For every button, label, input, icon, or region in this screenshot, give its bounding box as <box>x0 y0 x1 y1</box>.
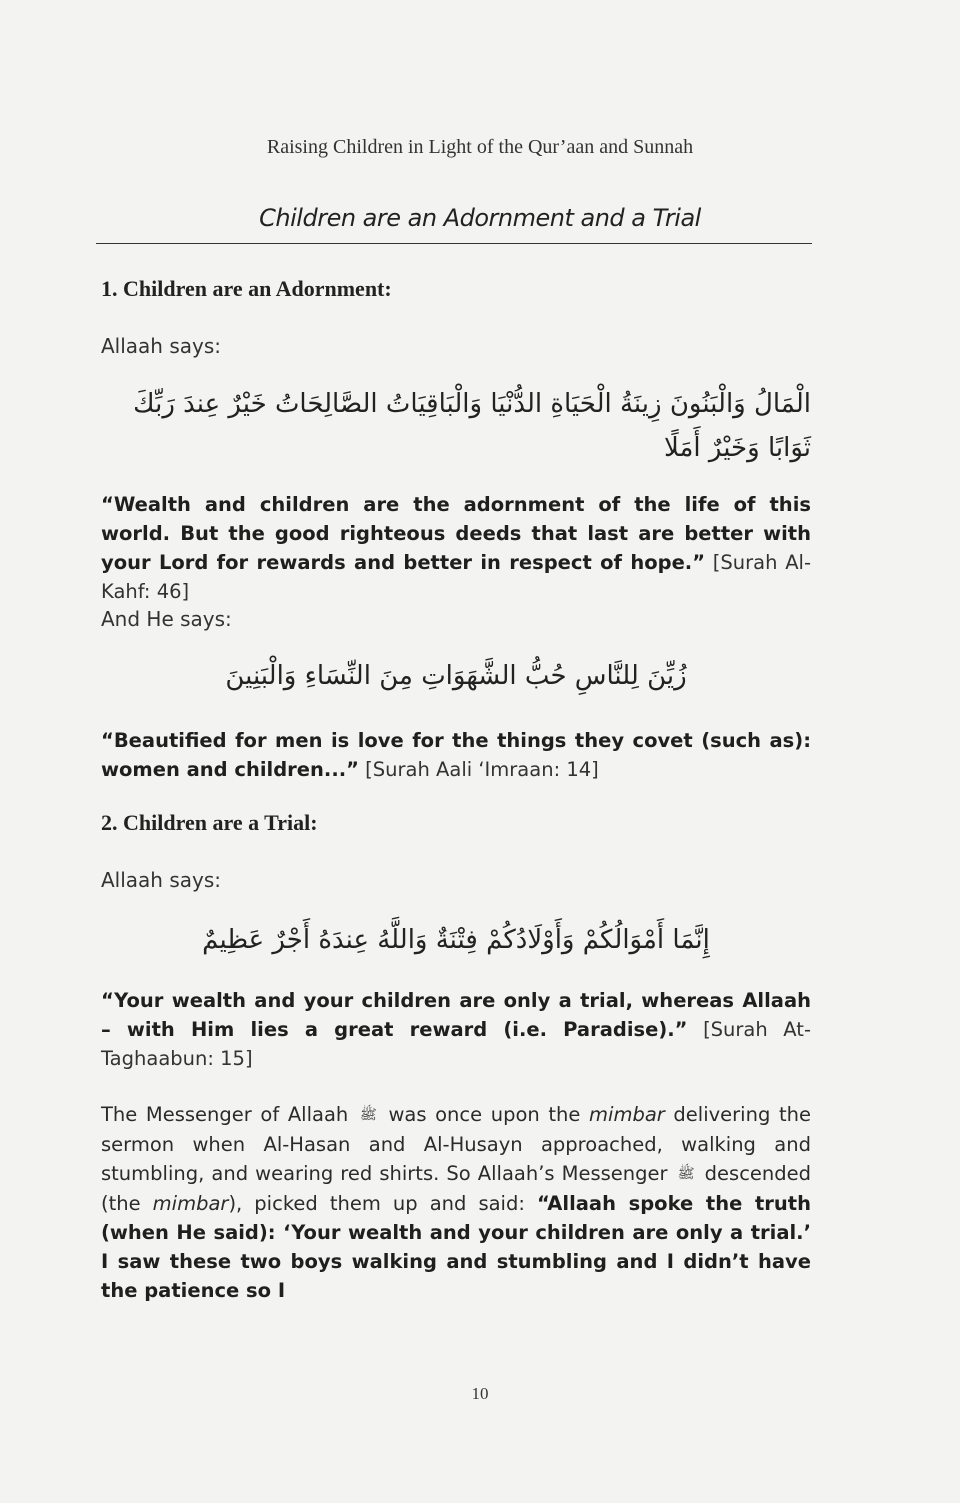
arabic-verse-imraan: زُيِّنَ لِلنَّاسِ حُبُّ الشَّهَوَاتِ مِنَ النِّسَاءِ وَالْبَنِينَ <box>225 661 687 691</box>
hadith-text-4: descended (the <box>101 1162 812 1215</box>
mimbar-term: mimbar <box>589 1103 665 1126</box>
salutation-symbol-2: ﷺ <box>677 1166 695 1182</box>
translation-taghaabun-quote: “Your wealth and your children are only a trial, whereas Allaah – with Him lies a great reward (i.e. Paradise).” <box>101 989 811 1041</box>
hadith-text-5: ), picked them up and said: <box>228 1192 525 1215</box>
running-header: Raising Children in Light of the Qur’aan and Sunnah <box>266 136 694 158</box>
reference-imraan: [Surah Aali ‘Imraan: 14] <box>365 758 599 781</box>
chapter-title: Children are an Adornment and a Trial <box>259 204 701 232</box>
hadith-quote: “Allaah spoke the truth (when He said): ‘Your wealth and your children are only a trial.’ I saw these two boys walking and stumbling and I didn’t have the patience so I <box>101 1192 811 1302</box>
title-underline <box>96 243 812 244</box>
arabic-verse-kahf-line2: ثَوَابًا وَخَيْرٌ أَمَلًا <box>663 433 811 463</box>
reference-taghaabun: [Surah At-Taghaabun: 15] <box>101 1018 811 1070</box>
salutation-symbol: ﷺ <box>359 1107 377 1123</box>
mimbar-term-2: mimbar <box>152 1192 229 1215</box>
translation-imraan-quote: “Beautified for men is love for the things they covet (such as): women and children...” <box>101 729 811 781</box>
translation-kahf <box>101 490 811 606</box>
hadith-text-2: was once upon the <box>388 1103 581 1126</box>
arabic-verse-kahf-line1: الْمَالُ وَالْبَنُونَ زِينَةُ الْحَيَاةِ الدُّنْيَا وَالْبَاقِيَاتُ الصَّالِحَاتُ خَيْرٌ عِندَ رَبِّكَ <box>133 389 811 419</box>
translation-imraan <box>101 726 811 784</box>
allaah-says-label: Allaah says: <box>101 334 222 358</box>
page-number: 10 <box>471 1384 489 1403</box>
allaah-says-label-2: Allaah says: <box>101 868 222 892</box>
and-he-says-label: And He says: <box>101 607 232 631</box>
hadith-text-1: The Messenger of Allaah <box>101 1103 349 1126</box>
hadith-text-3: delivering the sermon when Al-Hasan and Al-Husayn approached, walking and stumbling, and wearing red shirts. So Allaah’s Messenger <box>101 1103 811 1185</box>
section-heading-trial: 2. Children are a Trial: <box>101 810 318 835</box>
translation-taghaabun <box>101 986 811 1073</box>
arabic-verse-taghaabun: إِنَّمَا أَمْوَالُكُمْ وَأَوْلَادُكُمْ فِتْنَةٌ وَاللَّهُ عِندَهُ أَجْرٌ عَظِيمٌ <box>202 925 710 955</box>
reference-kahf: [Surah Al-Kahf: 46] <box>101 551 811 603</box>
hadith-paragraph <box>101 1100 811 1305</box>
arabic-verse-kahf <box>101 382 811 470</box>
section-heading-adornment: 1. Children are an Adornment: <box>101 276 392 301</box>
translation-kahf-quote: “Wealth and children are the adornment of the life of this world. But the good righteous deeds that last are better with your Lord for rewards and better in respect of hope.” <box>101 493 811 574</box>
